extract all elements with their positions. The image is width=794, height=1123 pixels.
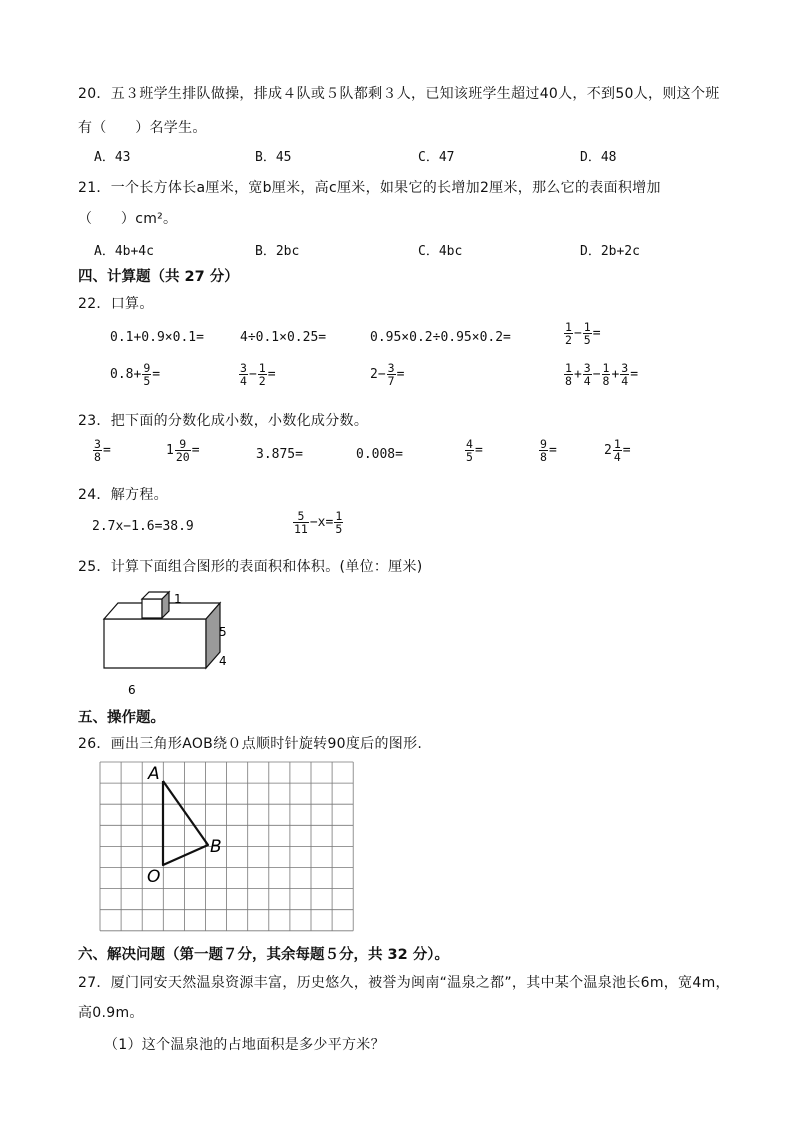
fraction: $\frac{1}{2}$ xyxy=(258,361,266,389)
q23-item-b: 1 $\frac{9}{20}$ = xyxy=(166,437,200,465)
q20-option-b: B．45 xyxy=(255,150,292,165)
q22-expr-4: $\frac{1}{2}$ − $\frac{1}{5}$ = xyxy=(565,320,601,348)
section-4-heading: 四、计算题（共 27 分） xyxy=(78,269,239,285)
section-6-heading: 六、解决问题（第一题７分，其余每题５分，共 32 分）。 xyxy=(78,947,450,963)
q23-item-g: 2 $\frac{1}{4}$ = xyxy=(604,437,631,465)
q20-line1: 20．五３班学生排队做操，排成４队或５队都剩３人，已知该班学生超过40人，不到50人，则这个班 xyxy=(78,86,720,102)
q23-item-e: $\frac{4}{5}$ = xyxy=(466,437,483,465)
fraction: $\frac{3}{8}$ xyxy=(94,437,101,465)
q24-title: 24．解方程。 xyxy=(78,487,168,503)
fraction: $\frac{1}{5}$ xyxy=(583,320,591,348)
q20-option-a: A．43 xyxy=(94,150,131,165)
q21-option-c: C．4bc xyxy=(418,244,463,259)
section-5-heading: 五、操作题。 xyxy=(78,710,165,726)
fraction: $\frac{1}{4}$ xyxy=(613,437,621,465)
fraction: $\frac{1}{5}$ xyxy=(335,509,343,537)
fraction: $\frac{5}{11}$ xyxy=(294,509,308,537)
q25-title: 25．计算下面组合图形的表面积和体积。(单位：厘米) xyxy=(78,559,423,575)
fraction: $\frac{9}{20}$ xyxy=(175,437,190,465)
fraction: $\frac{3}{4}$ xyxy=(621,361,629,389)
box-length-label: 6 xyxy=(128,683,136,697)
q23-item-f: $\frac{9}{8}$ = xyxy=(540,437,557,465)
q20-option-c: C．47 xyxy=(418,150,455,165)
vertex-a-label: A xyxy=(148,764,160,784)
fraction: $\frac{3}{4}$ xyxy=(240,361,247,389)
q27-line1: 27．厦门同安天然温泉资源丰富，历史悠久，被誉为闽南“温泉之都”，其中某个温泉池长6m，宽4m， xyxy=(78,975,730,991)
q22-expr-3: 0.95×0.2÷0.95×0.2= xyxy=(370,330,511,345)
q20-line2: 有（ ）名学生。 xyxy=(78,120,207,136)
q22-expr-7: 2− $\frac{3}{7}$ = xyxy=(370,361,405,389)
vertex-b-label: B xyxy=(210,837,222,857)
q27-line2: 高0.9m。 xyxy=(78,1005,144,1021)
fraction: $\frac{1}{2}$ xyxy=(565,320,572,348)
q22-expr-6: $\frac{3}{4}$ − $\frac{1}{2}$ = xyxy=(240,361,276,389)
fraction: $\frac{4}{5}$ xyxy=(466,437,473,465)
cube-edge-label: 1 xyxy=(174,592,182,606)
q21-line1: 21．一个长方体长a厘米，宽b厘米，高c厘米，如果它的长增加2厘米，那么它的表面积增加 xyxy=(78,180,661,196)
q27-subquestion-1: （1）这个温泉池的占地面积是多少平方米？ xyxy=(104,1037,385,1053)
q22-expr-2: 4÷0.1×0.25= xyxy=(240,330,327,345)
fraction: $\frac{9}{5}$ xyxy=(143,361,151,389)
box-front-face xyxy=(104,619,206,668)
q22-expr-5: 0.8+ $\frac{9}{5}$ = xyxy=(110,361,161,389)
q24-equation-2: $\frac{5}{11}$ −x= $\frac{1}{5}$ xyxy=(294,509,343,537)
q22-title: 22．口算。 xyxy=(78,296,154,312)
q22-expr-1: 0.1+0.9×0.1= xyxy=(110,330,204,345)
grid-lines xyxy=(100,762,353,931)
q21-option-a: A．4b+4c xyxy=(94,244,154,259)
q23-item-a: $\frac{3}{8}$ = xyxy=(94,437,111,465)
q26-title: 26．画出三角形AOB绕０点顺时针旋转90度后的图形. xyxy=(78,736,423,752)
vertex-o-label: O xyxy=(147,867,161,887)
triangle-aob xyxy=(163,781,208,865)
cube-front-face xyxy=(142,599,162,618)
q23-item-d: 0.008= xyxy=(356,447,403,462)
fraction: $\frac{1}{8}$ xyxy=(602,361,610,389)
q23-item-c: 3.875= xyxy=(256,447,303,462)
combined-solid-figure xyxy=(96,585,246,700)
q21-option-d: D．2b+2c xyxy=(580,244,640,259)
rotation-grid xyxy=(96,760,364,940)
q21-option-b: B．2bc xyxy=(255,244,300,259)
fraction: $\frac{3}{7}$ xyxy=(387,361,395,389)
box-height-label: 5 xyxy=(219,625,227,639)
fraction: $\frac{3}{4}$ xyxy=(583,361,591,389)
q20-option-d: D．48 xyxy=(580,150,617,165)
fraction: $\frac{9}{8}$ xyxy=(540,437,547,465)
q21-line2: （ ）cm²。 xyxy=(78,211,178,227)
q24-equation-1: 2.7x−1.6=38.9 xyxy=(92,519,194,534)
q22-expr-8: $\frac{1}{8}$ + $\frac{3}{4}$ − $\frac{1}{8}$ + $\frac{3}{4}$ = xyxy=(565,361,639,389)
fraction: $\frac{1}{8}$ xyxy=(565,361,572,389)
q23-title: 23．把下面的分数化成小数，小数化成分数。 xyxy=(78,413,369,429)
box-depth-label: 4 xyxy=(219,654,227,668)
